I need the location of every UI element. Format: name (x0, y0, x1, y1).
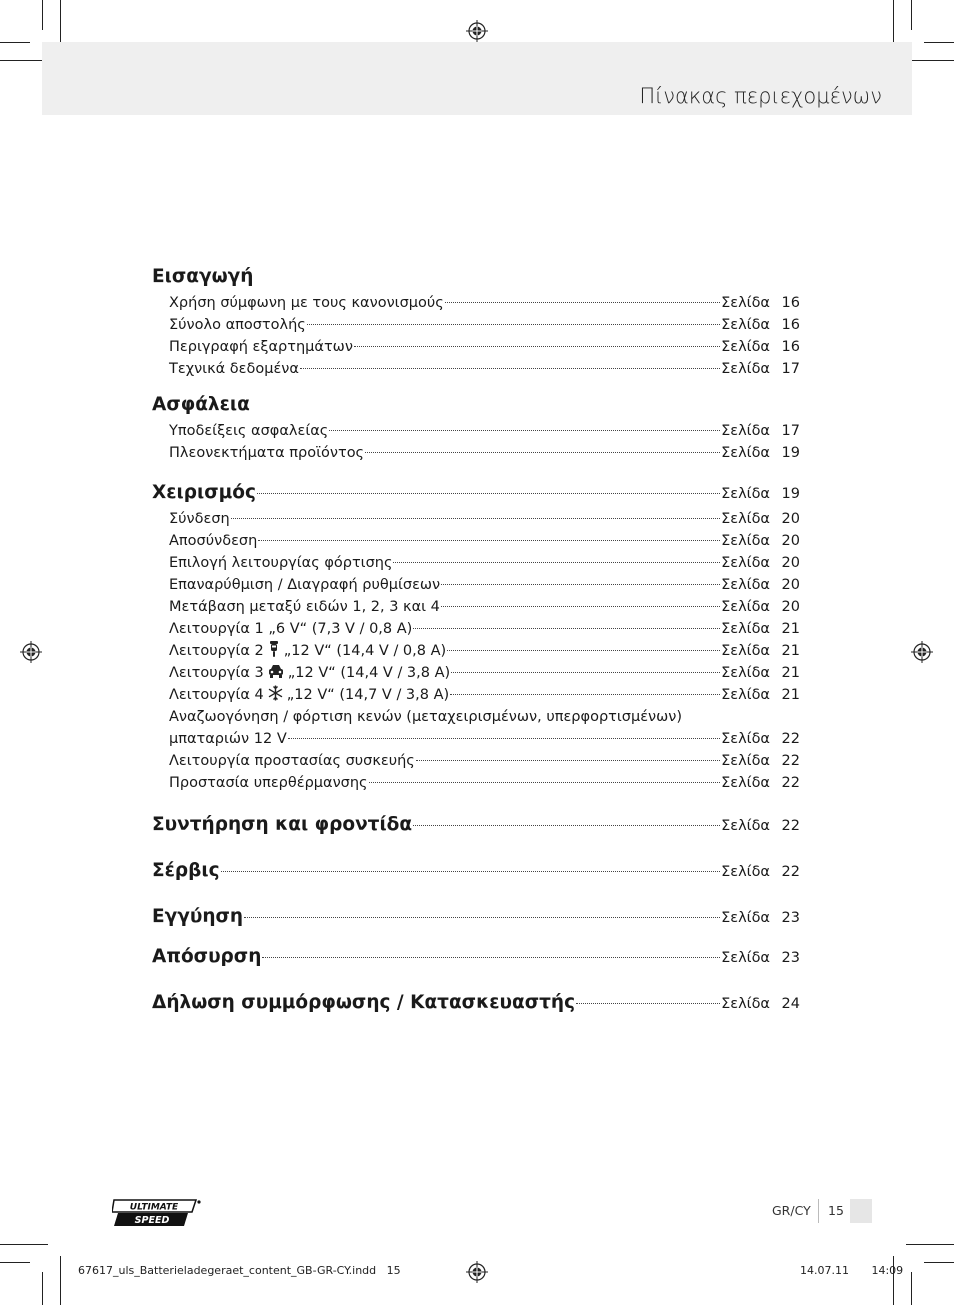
dot-leader (307, 324, 720, 325)
toc-entry-label: Αναζωογόνηση / φόρτιση κενών (μεταχειρισμένων, υπερφορτισμένων) (169, 709, 683, 725)
section-heading-operation: Χειρισμός (152, 482, 256, 503)
page-number: 17 (781, 423, 800, 439)
motorcycle-icon (267, 641, 281, 657)
page-word: Σελίδα (721, 950, 770, 966)
toc-entry[interactable] (152, 358, 800, 380)
page-number: 20 (781, 599, 800, 615)
toc-entry[interactable] (152, 442, 800, 464)
table-of-contents (152, 262, 800, 1018)
crop-mark (906, 1244, 954, 1245)
page-title: Πίνακας περιεχομένων (639, 84, 882, 108)
crop-mark (42, 1272, 43, 1305)
toc-entry-label: Μετάβαση μεταξύ ειδών 1, 2, 3 και 4 (169, 599, 440, 615)
page-word: Σελίδα (721, 511, 770, 527)
toc-entry-label: „12 V“ (14,4 V / 3,8 A) (287, 665, 451, 681)
registration-mark-icon (20, 641, 42, 663)
dot-leader (329, 430, 720, 431)
snowflake-icon (267, 685, 284, 701)
dot-leader (450, 694, 720, 695)
toc-entry[interactable] (152, 662, 800, 684)
toc-entry[interactable] (152, 292, 800, 314)
page-word: Σελίδα (721, 775, 770, 791)
crop-mark (60, 0, 61, 48)
toc-heading-declaration[interactable] (152, 988, 800, 1018)
page-number: 20 (781, 533, 800, 549)
region-code: GR/CY (772, 1203, 811, 1218)
dot-leader (231, 518, 720, 519)
page-word: Σελίδα (721, 753, 770, 769)
toc-entry[interactable] (152, 684, 800, 706)
page-word: Σελίδα (721, 643, 770, 659)
toc-entry[interactable] (152, 750, 800, 772)
page-number: 20 (781, 511, 800, 527)
toc-entry-label: Χρήση σύμφωνη με τους κανονισμούς (169, 295, 444, 311)
section-heading: Συντήρηση και φροντίδα (152, 814, 413, 835)
crop-mark (924, 42, 954, 43)
ultimate-speed-logo (112, 1198, 202, 1228)
toc-entry[interactable] (152, 336, 800, 358)
dot-leader (393, 562, 720, 563)
page-word: Σελίδα (721, 361, 770, 377)
page-word: Σελίδα (721, 317, 770, 333)
page-word: Σελίδα (721, 295, 770, 311)
page-word: Σελίδα (721, 996, 770, 1012)
toc-entry[interactable] (152, 530, 800, 552)
toc-entry[interactable] (152, 618, 800, 640)
page-number: 16 (781, 317, 800, 333)
crop-mark (911, 0, 912, 30)
toc-entry-label: Λειτουργία προστασίας συσκευής (169, 753, 415, 769)
toc-entry-label: Σύνδεση (169, 511, 230, 527)
dot-leader (354, 346, 720, 347)
toc-entry[interactable] (152, 772, 800, 794)
page-number: 21 (781, 621, 800, 637)
toc-entry-label: „12 V“ (14,7 V / 3,8 A) (286, 687, 450, 703)
toc-entry[interactable] (152, 552, 800, 574)
page-word: Σελίδα (721, 665, 770, 681)
page-word: Σελίδα (721, 577, 770, 593)
page-number: 22 (781, 775, 800, 791)
page-word: Σελίδα (721, 445, 770, 461)
page-number: 21 (781, 665, 800, 681)
toc-heading-warranty[interactable] (152, 902, 800, 932)
crop-mark (893, 0, 894, 48)
page-number: 23 (781, 910, 800, 926)
crop-mark (0, 1244, 48, 1245)
dot-leader (257, 493, 720, 494)
page-number: 17 (781, 361, 800, 377)
section-heading: Σέρβις (152, 860, 220, 881)
toc-entry[interactable] (152, 596, 800, 618)
toc-entry[interactable] (152, 728, 800, 750)
dot-leader (288, 738, 720, 739)
page-number: 19 (781, 445, 800, 461)
toc-entry-label: Τεχνικά δεδομένα (169, 361, 299, 377)
page-number: 23 (781, 950, 800, 966)
crop-mark (0, 1262, 30, 1263)
toc-heading-service[interactable] (152, 856, 800, 886)
dot-leader (369, 782, 721, 783)
divider (818, 1199, 819, 1223)
crop-mark (60, 1256, 61, 1305)
toc-entry-label: Προστασία υπερθέρμανσης (169, 775, 368, 791)
toc-entry-label: „12 V“ (14,4 V / 0,8 A) (283, 643, 447, 659)
crop-mark (924, 1262, 954, 1263)
dot-leader (441, 606, 720, 607)
toc-entry[interactable] (152, 574, 800, 596)
page-number: 22 (781, 864, 800, 880)
page-number: 24 (781, 996, 800, 1012)
section-heading: Εγγύηση (152, 906, 244, 927)
page-word: Σελίδα (721, 486, 770, 502)
toc-heading-disposal[interactable] (152, 942, 800, 972)
page-word: Σελίδα (721, 339, 770, 355)
page-word: Σελίδα (721, 555, 770, 571)
toc-entry-label: μπαταριών 12 V (169, 731, 287, 747)
toc-entry-label: Περιγραφή εξαρτημάτων (169, 339, 353, 355)
page-number-footer: 15 (828, 1203, 844, 1218)
page-word: Σελίδα (721, 818, 770, 834)
page-number: 16 (781, 339, 800, 355)
section-heading: Δήλωση συμμόρφωσης / Κατασκευαστής (152, 992, 576, 1013)
toc-entry[interactable] (152, 420, 800, 442)
dot-leader (441, 584, 720, 585)
dot-leader (365, 452, 720, 453)
section-heading: Απόσυρση (152, 946, 262, 967)
footer-tab-box (850, 1199, 872, 1223)
page-number: 20 (781, 555, 800, 571)
crop-mark (906, 60, 954, 61)
dot-leader (244, 917, 720, 918)
dot-leader (413, 825, 720, 826)
page-number: 19 (781, 486, 800, 502)
crop-mark (0, 60, 48, 61)
page-word: Σελίδα (721, 864, 770, 880)
section-heading-safety: Ασφάλεια (152, 394, 250, 415)
crop-mark (911, 1272, 912, 1305)
toc-entry-label: Λειτουργία 1 „6 V“ (7,3 V / 0,8 A) (169, 621, 413, 637)
dot-leader (300, 368, 720, 369)
page-number: 22 (781, 818, 800, 834)
dot-leader (447, 650, 720, 651)
dot-leader (221, 871, 720, 872)
page-number: 16 (781, 295, 800, 311)
toc-entry-label: Αποσύνδεση (169, 533, 258, 549)
page-word: Σελίδα (721, 599, 770, 615)
toc-entry-label: Λειτουργία 4 (169, 687, 264, 703)
toc-entry-label: Επιλογή λειτουργίας φόρτισης (169, 555, 393, 571)
logo-text: SPEED (134, 1215, 170, 1226)
toc-entry-label: Σύνολο αποστολής (169, 317, 306, 333)
page-number: 22 (781, 731, 800, 747)
dot-leader (416, 760, 720, 761)
toc-heading-maintenance[interactable] (152, 810, 800, 840)
page-number: 20 (781, 577, 800, 593)
toc-entry-label: Λειτουργία 2 (169, 643, 264, 659)
car-icon (267, 663, 285, 679)
toc-entry[interactable] (152, 640, 800, 662)
page-word: Σελίδα (721, 731, 770, 747)
toc-entry-label: Πλεονεκτήματα προϊόντος (169, 445, 365, 461)
registration-mark-icon (466, 20, 488, 42)
section-heading-intro: Εισαγωγή (152, 266, 254, 287)
dot-leader (262, 957, 720, 958)
page-number: 21 (781, 687, 800, 703)
dot-leader (576, 1003, 720, 1004)
crop-mark (0, 42, 30, 43)
dot-leader (258, 540, 720, 541)
toc-entry-label: Λειτουργία 3 (169, 665, 264, 681)
dot-leader (451, 672, 720, 673)
toc-entry[interactable] (152, 508, 800, 530)
dot-leader (445, 302, 720, 303)
page-number: 21 (781, 643, 800, 659)
dot-leader (413, 628, 720, 629)
toc-heading-operation[interactable] (152, 478, 800, 508)
slug-timestamp: 14.07.11 14:09 (800, 1264, 904, 1277)
toc-entry-label: Υποδείξεις ασφαλείας (169, 423, 329, 439)
page-number: 22 (781, 753, 800, 769)
page-word: Σελίδα (721, 910, 770, 926)
slug-filename: 67617_uls_Batterieladegeraet_content_GB-GR-CY.indd 15 (78, 1264, 401, 1277)
registration-mark-icon (466, 1261, 488, 1283)
page-word: Σελίδα (721, 687, 770, 703)
crop-mark (42, 0, 43, 30)
page-word: Σελίδα (721, 423, 770, 439)
toc-entry-label: Επαναρύθμιση / Διαγραφή ρυθμίσεων (169, 577, 441, 593)
logo-text: ULTIMATE (129, 1202, 179, 1213)
page-word: Σελίδα (721, 533, 770, 549)
registration-mark-icon (911, 641, 933, 663)
page-word: Σελίδα (721, 621, 770, 637)
toc-entry[interactable] (152, 314, 800, 336)
